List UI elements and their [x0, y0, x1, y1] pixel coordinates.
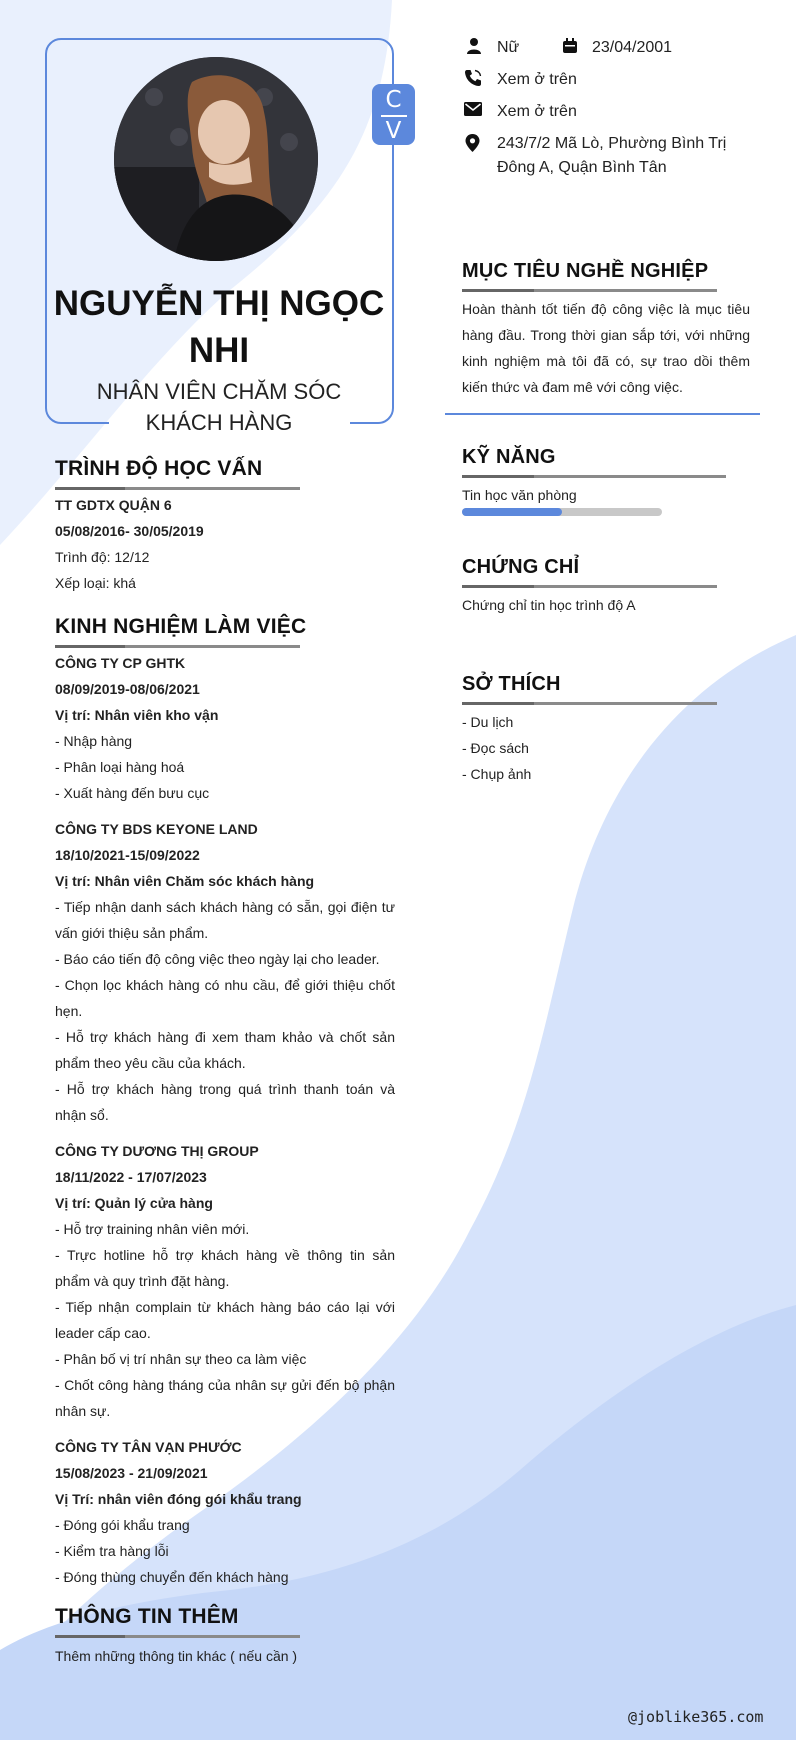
objective-section [462, 257, 750, 400]
education-section [55, 455, 395, 596]
candidate-position-line1: NHÂN VIÊN CHĂM SÓC [96, 379, 342, 404]
job-duty: - Trực hotline hỗ trợ khách hàng về thông tin sản phẩm và quy trình đặt hàng. [55, 1247, 395, 1289]
hobbies-section [462, 670, 750, 787]
job-company: CÔNG TY BDS KEYONE LAND [55, 821, 258, 837]
calendar-icon [562, 38, 578, 54]
cv-badge-bottom: V [385, 118, 402, 144]
job-item [55, 816, 395, 1128]
job-duty: - Báo cáo tiến độ công việc theo ngày lại cho leader. [55, 951, 380, 967]
job-duty: - Hỗ trợ khách hàng trong quá trình thanh toán và nhận sổ. [55, 1081, 395, 1123]
skill-level-fill [462, 508, 562, 516]
hobbies-title: SỞ THÍCH [462, 673, 561, 695]
job-duty: - Kiểm tra hàng lỗi [55, 1543, 169, 1559]
experience-section [55, 613, 395, 1600]
education-title: TRÌNH ĐỘ HỌC VẤN [55, 457, 263, 480]
email-icon [464, 102, 482, 116]
address-line1: 243/7/2 Mã Lò, Phường Bình Trị [497, 135, 727, 152]
address-value [497, 132, 726, 180]
job-duty: - Nhập hàng [55, 733, 133, 749]
skill-name: Tin học văn phòng [462, 487, 577, 503]
candidate-position [48, 376, 390, 438]
extra-section [55, 1603, 395, 1669]
candidate-name [48, 280, 390, 374]
certificates-rule [462, 585, 717, 588]
skills-rule [462, 475, 726, 478]
skills-title: KỸ NĂNG [462, 446, 556, 468]
job-duty: - Tiếp nhận complain từ khách hàng báo cáo lại với leader cấp cao. [55, 1299, 395, 1341]
certificates-title: CHỨNG CHỈ [462, 556, 580, 578]
extra-title: THÔNG TIN THÊM [55, 1605, 239, 1628]
objective-text: Hoàn thành tốt tiến độ công việc là mục tiêu hàng đầu. Trong thời gian sắp tới, với những kinh nghiệm mà tôi đã có, sự trao dồi thêm kiến thức và đam mê với công việc. [462, 301, 750, 395]
education-rule [55, 487, 300, 490]
hobby-item: - Đọc sách [462, 740, 529, 756]
job-role: Vị trí: Nhân viên Chăm sóc khách hàng [55, 873, 315, 889]
education-period: 05/08/2016- 30/05/2019 [55, 523, 204, 539]
job-period: 08/09/2019-08/06/2021 [55, 681, 200, 697]
cv-badge [372, 84, 415, 145]
avatar [114, 57, 318, 261]
certificate-item: Chứng chỉ tin học trình độ A [462, 597, 636, 613]
experience-title: KINH NGHIỆM LÀM VIỆC [55, 615, 307, 638]
contact-info [462, 36, 782, 186]
watermark: @joblike365.com [628, 1708, 764, 1726]
job-duty: - Tiếp nhận danh sách khách hàng có sẵn, gọi điện tư vấn giới thiệu sản phẩm. [55, 899, 395, 941]
hobby-item: - Du lịch [462, 714, 514, 730]
skill-level-bar [462, 508, 662, 516]
user-icon [465, 37, 483, 55]
job-item [55, 1434, 395, 1590]
job-duty: - Hỗ trợ training nhân viên mới. [55, 1221, 250, 1237]
gender-value: Nữ [497, 39, 520, 56]
job-duty: - Hỗ trợ khách hàng đi xem tham khảo và chốt sản phẩm theo yêu cầu của khách. [55, 1029, 395, 1071]
email-value: Xem ở trên [497, 103, 577, 120]
candidate-name-line2: NHI [188, 331, 250, 370]
job-duty: - Phân bố vị trí nhân sự theo ca làm việc [55, 1351, 307, 1367]
candidate-position-line2: KHÁCH HÀNG [145, 410, 293, 435]
job-duty: - Xuất hàng đến bưu cục [55, 785, 210, 801]
job-company: CÔNG TY CP GHTK [55, 655, 186, 671]
job-item [55, 650, 395, 806]
skills-section [462, 443, 750, 516]
extra-rule [55, 1635, 300, 1638]
cv-badge-top: C [385, 87, 402, 113]
phone-icon [464, 69, 482, 87]
job-company: CÔNG TY DƯƠNG THỊ GROUP [55, 1143, 259, 1159]
location-icon [465, 134, 480, 152]
objective-rule [462, 289, 717, 292]
job-item [55, 1138, 395, 1424]
extra-text: Thêm những thông tin khác ( nếu cần ) [55, 1648, 298, 1664]
job-role: Vị trí: Nhân viên kho vận [55, 707, 219, 723]
job-period: 18/10/2021-15/09/2022 [55, 847, 200, 863]
experience-rule [55, 645, 300, 648]
objective-divider [445, 413, 760, 415]
job-duty: - Chọn lọc khách hàng có nhu cầu, để giới thiệu chốt hẹn. [55, 977, 395, 1019]
education-school: TT GDTX QUẬN 6 [55, 497, 172, 513]
job-period: 15/08/2023 - 21/09/2021 [55, 1465, 208, 1481]
hobbies-rule [462, 702, 717, 705]
candidate-name-line1: NGUYỄN THỊ NGỌC [53, 284, 385, 323]
certificates-section [462, 553, 750, 618]
hobby-item: - Chụp ảnh [462, 766, 532, 782]
phone-value: Xem ở trên [497, 71, 577, 88]
job-company: CÔNG TY TÂN VẠN PHƯỚC [55, 1439, 242, 1455]
job-role: Vị Trí: nhân viên đóng gói khẩu trang [55, 1491, 302, 1507]
job-duty: - Đóng gói khẩu trang [55, 1517, 190, 1533]
job-role: Vị trí: Quản lý cửa hàng [55, 1195, 213, 1211]
job-duty: - Đóng thùng chuyển đến khách hàng [55, 1569, 289, 1585]
job-duty: - Phân loại hàng hoá [55, 759, 185, 775]
objective-title: MỤC TIÊU NGHỀ NGHIỆP [462, 260, 709, 282]
address-line2: Đông A, Quận Bình Tân [497, 159, 667, 176]
job-period: 18/11/2022 - 17/07/2023 [55, 1169, 207, 1185]
education-level: Trình độ: 12/12 [55, 549, 150, 565]
job-duty: - Chốt công hàng tháng của nhân sự gửi đến bộ phận nhân sự. [55, 1377, 395, 1419]
birthday-value: 23/04/2001 [592, 39, 673, 56]
education-rank: Xếp loại: khá [55, 575, 136, 591]
